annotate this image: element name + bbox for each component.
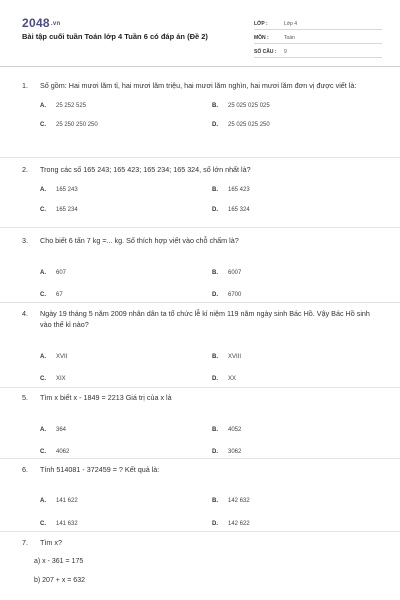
option-d[interactable] (212, 292, 241, 298)
meta-row-subject (254, 30, 382, 44)
option-letter: A. (40, 103, 46, 109)
option-c[interactable] (40, 292, 63, 298)
question-4 (22, 308, 382, 380)
meta-info (254, 16, 382, 58)
question-number: 6. (22, 465, 28, 474)
option-text: 165 234 (56, 207, 78, 213)
question-2 (22, 164, 382, 225)
option-c[interactable] (40, 207, 78, 213)
option-text: 364 (56, 427, 67, 433)
question-text: Tìm x? (40, 538, 62, 547)
option-letter: D. (212, 207, 218, 213)
question-separator (0, 157, 400, 158)
option-text: XVIII (228, 354, 242, 360)
question-6 (22, 464, 382, 525)
question-text: Số gồm: Hai mươi lăm tỉ, hai mươi lăm triệu, hai mươi lăm nghìn, hai mươi lăm đơn vị được viết là: (40, 81, 357, 90)
option-b[interactable] (212, 103, 270, 109)
meta-row-grade (254, 16, 382, 30)
option-text: XX (228, 376, 237, 382)
option-d[interactable] (212, 449, 241, 455)
question-separator (0, 227, 400, 228)
question-number: 1. (22, 81, 28, 90)
option-letter: D. (212, 449, 218, 455)
question-text: Tính 514081 - 372459 = ? Kết quả là: (40, 465, 160, 474)
option-a[interactable] (40, 187, 78, 193)
meta-key: LỚP : (254, 21, 268, 27)
option-a[interactable] (40, 427, 66, 433)
option-a[interactable] (40, 498, 78, 504)
header-divider (0, 66, 400, 67)
question-5 (22, 392, 382, 453)
question-7 (22, 537, 382, 548)
option-d[interactable] (212, 376, 236, 382)
option-text: 142 622 (228, 521, 250, 527)
question-text: Tìm x biết x - 1849 = 2213 Giá trị của x là (40, 393, 172, 402)
logo-suffix: .vn (50, 21, 61, 27)
option-d[interactable] (212, 207, 250, 213)
option-letter: A. (40, 187, 46, 193)
option-letter: B. (212, 187, 218, 193)
option-letter: D. (212, 292, 218, 298)
option-b[interactable] (212, 187, 250, 193)
option-letter: D. (212, 122, 218, 128)
meta-row-question-count (254, 44, 382, 58)
option-b[interactable] (212, 427, 241, 433)
question-separator (0, 302, 400, 303)
option-c[interactable] (40, 449, 69, 455)
document-header (22, 14, 382, 66)
option-text: 4052 (228, 427, 242, 433)
option-letter: C. (40, 207, 46, 213)
option-letter: A. (40, 270, 46, 276)
option-text: XIX (56, 376, 66, 382)
option-a[interactable] (40, 103, 86, 109)
option-text: 607 (56, 270, 67, 276)
meta-value: 9 (284, 49, 287, 55)
option-letter: B. (212, 270, 218, 276)
meta-key: SỐ CÂU : (254, 49, 277, 55)
question-number: 5. (22, 393, 28, 402)
option-text: 67 (56, 292, 63, 298)
meta-key: MÔN : (254, 35, 269, 41)
site-logo[interactable] (22, 16, 60, 30)
option-text: 25 025 025 025 (228, 103, 270, 109)
question-text: Trong các số 165 243; 165 423; 165 234; 165 324, số lớn nhất là? (40, 165, 251, 174)
option-text: XVII (56, 354, 68, 360)
option-b[interactable] (212, 354, 241, 360)
option-c[interactable] (40, 521, 78, 527)
option-text: 165 423 (228, 187, 250, 193)
option-text: 25 252 525 (56, 103, 87, 109)
option-text: 4062 (56, 449, 70, 455)
question-text: Ngày 19 tháng 5 năm 2009 nhân dân ta tổ chức lễ kỉ niệm 119 năm ngày sinh Bác Hồ. Vậy Bác Hồ sinh vào thế kỉ nào? (40, 309, 370, 329)
option-letter: C. (40, 449, 46, 455)
option-text: 141 622 (56, 498, 78, 504)
meta-value: Toán (284, 35, 295, 41)
option-text: 3062 (228, 449, 242, 455)
option-letter: D. (212, 376, 218, 382)
question-number: 2. (22, 165, 28, 174)
option-letter: B. (212, 427, 218, 433)
option-text: 25 250 250 250 (56, 122, 98, 128)
question-3 (22, 235, 382, 296)
sub-item-b: b) 207 + x = 632 (34, 577, 85, 584)
option-c[interactable] (40, 122, 98, 128)
meta-value: Lớp 4 (284, 21, 298, 27)
question-number: 7. (22, 538, 28, 547)
option-text: 165 243 (56, 187, 78, 193)
option-letter: B. (212, 103, 218, 109)
question-number: 3. (22, 236, 28, 245)
document-title: Bài tập cuối tuần Toán lớp 4 Tuần 6 có đáp án (Đề 2) (22, 32, 208, 41)
option-letter: B. (212, 498, 218, 504)
option-text: 6007 (228, 270, 242, 276)
option-text: 142 632 (228, 498, 250, 504)
sub-item-a: a) x - 361 = 175 (34, 558, 84, 565)
option-text: 141 632 (56, 521, 78, 527)
option-letter: C. (40, 521, 46, 527)
question-separator (0, 387, 400, 388)
option-b[interactable] (212, 270, 241, 276)
option-d[interactable] (212, 122, 270, 128)
option-letter: A. (40, 498, 46, 504)
option-letter: C. (40, 292, 46, 298)
question-text: Cho biết 6 tấn 7 kg =... kg. Số thích hợp viết vào chỗ chấm là? (40, 236, 239, 245)
option-letter: C. (40, 376, 46, 382)
option-letter: C. (40, 122, 46, 128)
logo-text: 2048 (22, 16, 50, 30)
question-separator (0, 531, 400, 532)
option-text: 165 324 (228, 207, 250, 213)
option-letter: D. (212, 521, 218, 527)
option-text: 6700 (228, 292, 242, 298)
question-number: 4. (22, 309, 28, 318)
option-d[interactable] (212, 521, 250, 527)
option-b[interactable] (212, 498, 250, 504)
option-letter: B. (212, 354, 218, 360)
option-letter: A. (40, 354, 46, 360)
question-1 (22, 80, 382, 143)
option-a[interactable] (40, 354, 67, 360)
option-letter: A. (40, 427, 46, 433)
option-c[interactable] (40, 376, 66, 382)
question-separator (0, 458, 400, 459)
option-a[interactable] (40, 270, 66, 276)
option-text: 25 025 025 250 (228, 122, 270, 128)
